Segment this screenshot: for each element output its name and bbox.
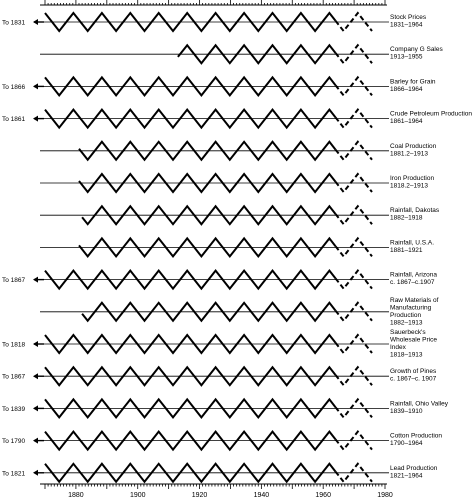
series-name: Stock Prices [390,14,427,21]
series-origin-label: To 1839 [2,405,26,413]
series-origin-label: To 1821 [2,470,26,478]
series-name: Company G Sales [390,46,443,54]
series-label [390,400,449,415]
x-tick-label: 1920 [191,492,208,499]
x-tick-label: 1900 [129,492,146,499]
series-name: Rainfall, Arizona [390,271,437,279]
series-name: Rainfall, U.S.A. [390,239,435,247]
series-label [390,78,436,93]
series-rows [2,13,472,482]
series-period: 1831–1964 [390,21,423,29]
series-origin-label: To 1831 [2,19,26,27]
arrow-left-icon [33,19,38,25]
series-label [390,297,439,327]
arrow-left-icon [33,470,38,476]
series-name: Coal Production [390,142,437,150]
series-label [390,175,434,190]
series-origin-label: To 1867 [2,277,26,285]
series-row [40,174,434,192]
series-period: 1881.2–1913 [390,150,428,158]
series-row [2,464,438,482]
series-name: Iron Production [390,175,435,182]
series-period: 1861–1964 [390,118,423,126]
series-period: c. 1867–c.1907 [390,279,435,287]
series-label [390,111,472,126]
series-label [390,329,437,359]
series-row [40,45,443,63]
series-label [390,465,438,480]
series-name: Sauerbeck's [390,329,426,336]
series-period: 1882–1918 [390,214,423,222]
arrow-left-icon [33,83,38,89]
series-name: Barley for Grain [390,78,436,86]
series-row [2,399,449,417]
arrow-left-icon [33,341,38,347]
series-period: 1818–1913 [390,351,423,359]
series-name: Lead Production [390,464,438,472]
series-row [2,271,437,289]
bottom-axis [40,484,393,499]
series-label [390,433,442,448]
x-tick-label: 1960 [315,492,331,499]
x-tick-label: 1980 [377,492,393,499]
series-label [390,143,437,158]
series-row [2,110,472,128]
arrow-left-icon [33,373,38,379]
series-name: Rainfall, Ohio Valley [390,400,449,408]
series-label [390,207,440,222]
series-period: 1881–1921 [390,246,423,254]
series-row [2,432,442,450]
series-label [390,368,437,383]
series-label [390,46,443,61]
arrow-left-icon [33,438,38,444]
series-label [390,272,437,287]
series-period: 1839–1910 [390,407,423,415]
arrow-left-icon [33,405,38,411]
series-name: Index [390,344,406,351]
series-name: Wholesale Price [390,336,437,344]
series-name: Growth of Pines [390,368,437,376]
series-origin-label: To 1867 [2,373,26,381]
series-row [40,206,440,224]
series-period: 1866–1964 [390,85,423,93]
series-period: 1882–1913 [390,319,423,327]
series-origin-label: To 1866 [2,83,26,91]
series-row [40,142,437,160]
series-period: 1790–1964 [390,440,423,448]
series-row [2,13,427,31]
top-axis [40,0,387,5]
series-name: Raw Materials of [390,296,439,304]
series-period: 1818.2–1913 [390,182,428,190]
series-name: Production [390,311,422,319]
series-name: Manufacturing [390,304,432,312]
series-row [2,329,437,359]
series-label [390,239,434,254]
series-row [40,297,439,327]
series-name: Crude Petroleum Production [390,110,472,118]
series-label [390,14,427,29]
series-origin-label: To 1790 [2,438,26,446]
x-tick-label: 1940 [253,492,270,499]
series-row [40,238,434,256]
series-period: 1821–1964 [390,472,423,480]
series-period: 1913–1955 [390,53,423,61]
arrow-left-icon [33,277,38,283]
series-name: Cotton Production [390,432,443,440]
series-period: c. 1867–c. 1907 [390,375,437,383]
series-origin-label: To 1818 [2,341,26,349]
series-origin-label: To 1861 [2,116,26,124]
series-row [2,367,437,385]
series-name: Rainfall, Dakotas [390,207,440,215]
arrow-left-icon [33,116,38,122]
x-tick-label: 1880 [68,492,84,499]
series-row [2,77,436,95]
